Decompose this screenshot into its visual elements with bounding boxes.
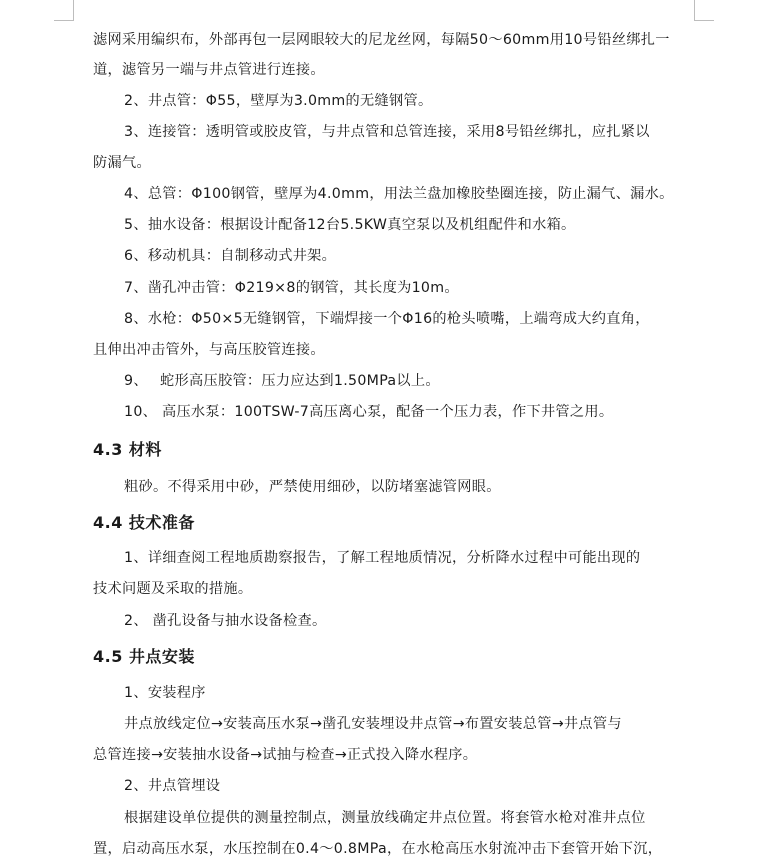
subheading: 2、井点管埋设 xyxy=(124,778,221,794)
paragraph-line: 总管连接→安装抽水设备→试抽与检查→正式投入降水程序。 xyxy=(93,747,478,763)
list-item: 8、水枪：Φ50×5无缝钢管，下端焊接一个Φ16的枪头喷嘴，上端弯成大约直角， xyxy=(124,311,650,327)
section-heading: 4.3 材料 xyxy=(93,440,162,459)
paragraph-line: 防漏气。 xyxy=(93,155,151,171)
margin-corner-mark xyxy=(73,0,74,20)
paragraph-line: 道，滤管另一端与井点管进行连接。 xyxy=(93,62,325,78)
margin-corner-mark xyxy=(54,20,74,21)
list-item: 5、抽水设备：根据设计配备12台5.5KW真空泵以及机组配件和水箱。 xyxy=(124,217,576,233)
list-item: 2、 凿孔设备与抽水设备检查。 xyxy=(124,613,327,629)
section-heading: 4.5 井点安装 xyxy=(93,647,195,666)
list-item: 7、凿孔冲击管：Φ219×8的钢管，其长度为10m。 xyxy=(124,280,459,296)
margin-corner-mark xyxy=(694,20,714,21)
margin-corner-mark xyxy=(694,0,695,20)
paragraph-line: 粗砂。不得采用中砂，严禁使用细砂，以防堵塞滤管网眼。 xyxy=(124,479,501,495)
list-item: 1、详细查阅工程地质勘察报告，了解工程地质情况，分析降水过程中可能出现的 xyxy=(124,550,641,566)
list-item: 2、井点管：Φ55，壁厚为3.0mm的无缝钢管。 xyxy=(124,93,433,109)
list-item: 9、 蛇形高压胶管：压力应达到1.50MPa以上。 xyxy=(124,373,440,389)
list-item: 4、总管：Φ100钢管，壁厚为4.0mm，用法兰盘加橡胶垫圈连接，防止漏气、漏水。 xyxy=(124,186,674,202)
section-heading: 4.4 技术准备 xyxy=(93,513,195,532)
list-item: 6、移动机具：自制移动式井架。 xyxy=(124,248,337,264)
paragraph-line: 滤网采用编织布，外部再包一层网眼较大的尼龙丝网，每隔50～60mm用10号铅丝绑扎一 xyxy=(93,32,670,48)
subheading: 1、安装程序 xyxy=(124,685,206,701)
list-item: 10、 高压水泵：100TSW-7高压离心泵，配备一个压力表，作下井管之用。 xyxy=(124,404,614,420)
paragraph-line: 井点放线定位→安装高压水泵→凿孔安装埋设井点管→布置安装总管→井点管与 xyxy=(124,716,622,732)
paragraph-line: 技术问题及采取的措施。 xyxy=(93,581,253,597)
paragraph-line: 根据建设单位提供的测量控制点，测量放线确定井点位置。将套管水枪对准井点位 xyxy=(124,810,646,826)
list-item: 3、连接管：透明管或胶皮管，与井点管和总管连接，采用8号铅丝绑扎，应扎紧以 xyxy=(124,124,650,140)
paragraph-line: 置，启动高压水泵，水压控制在0.4～0.8MPa，在水枪高压水射流冲击下套管开始下沉， xyxy=(93,841,663,857)
paragraph-line: 且伸出冲击管外，与高压胶管连接。 xyxy=(93,342,325,358)
